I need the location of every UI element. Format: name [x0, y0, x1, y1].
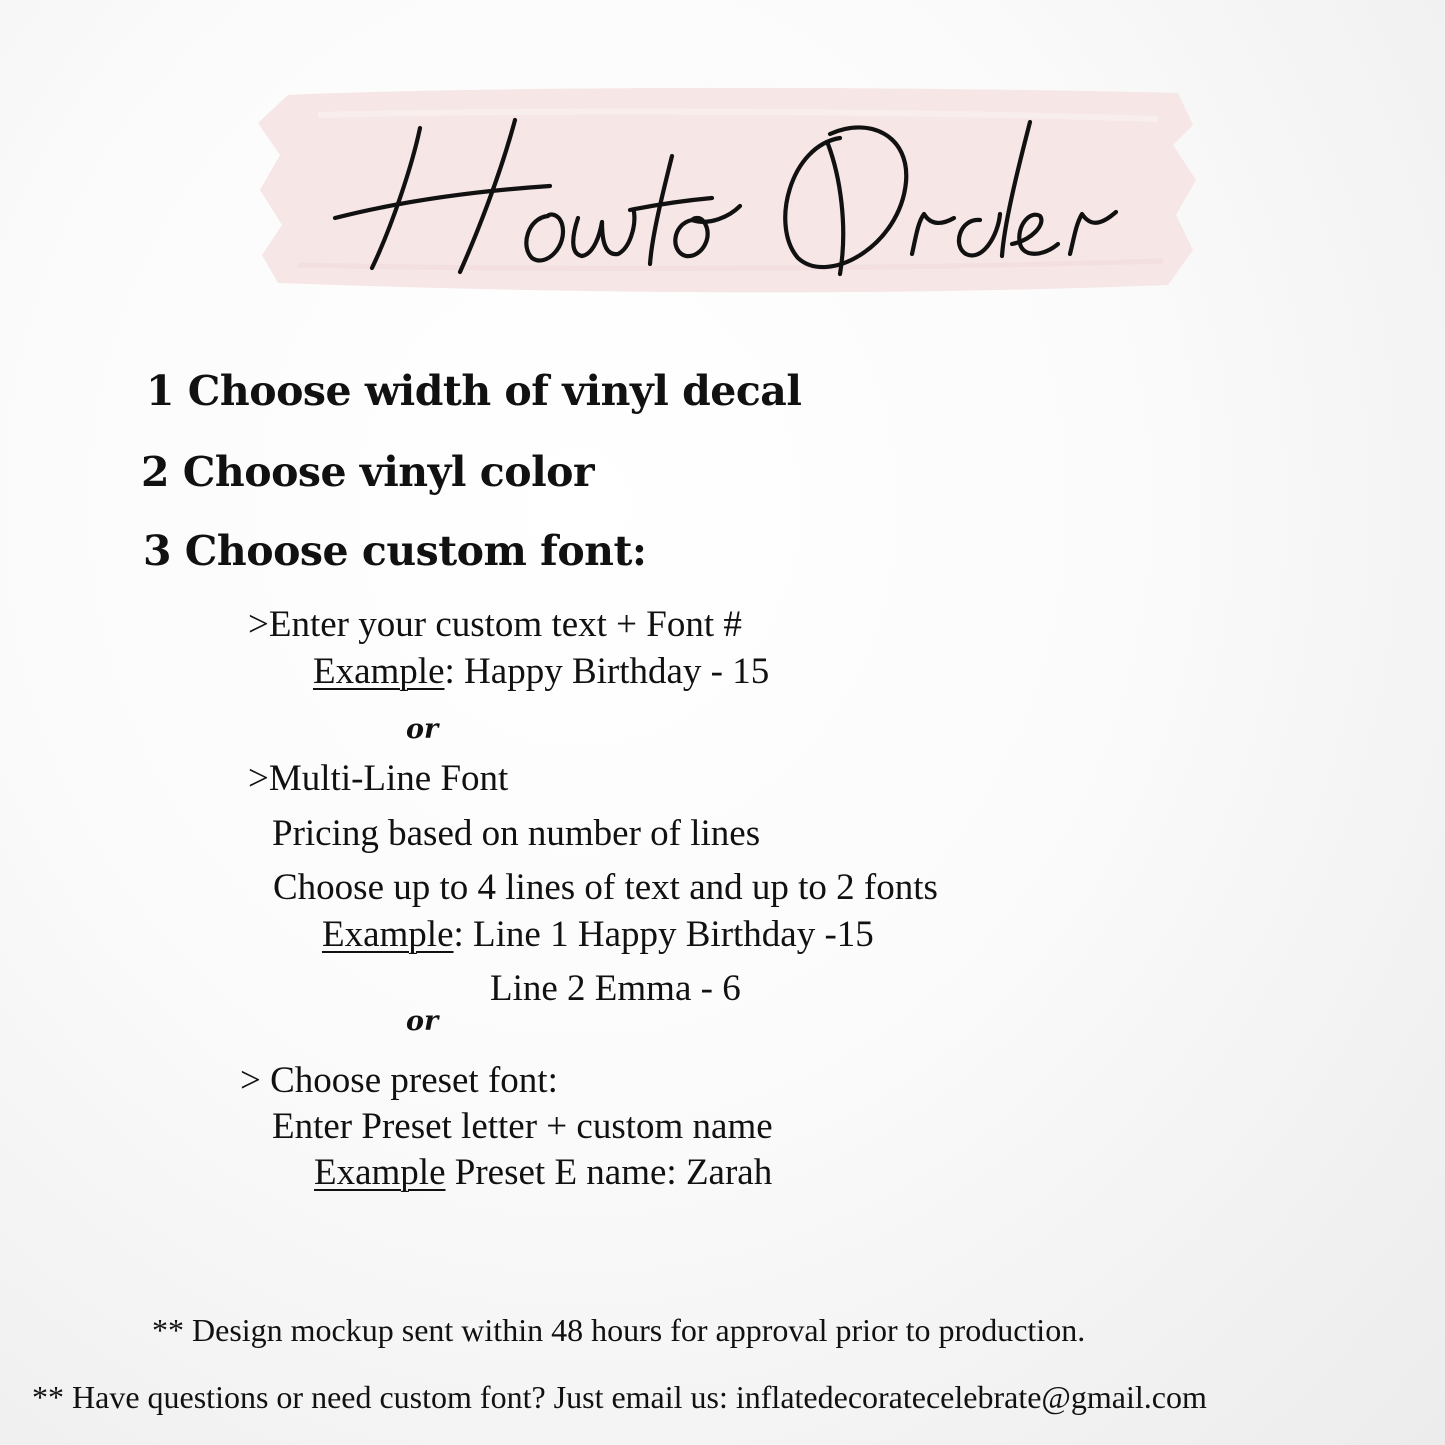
- example-text: : Happy Birthday - 15: [444, 651, 770, 692]
- or-divider: or: [406, 714, 439, 745]
- preset-example: [314, 1154, 772, 1191]
- multi-line-example-line2: Line 2 Emma - 6: [490, 968, 741, 1009]
- multi-line-pricing: Pricing based on number of lines: [272, 813, 761, 854]
- preset-instruction: Enter Preset letter + custom name: [272, 1106, 773, 1147]
- step-2: 2 Choose vinyl color: [141, 448, 595, 496]
- example-label: Example: [313, 651, 445, 692]
- multi-line-choose: Choose up to 4 lines of text and up to 2 fonts: [273, 867, 938, 908]
- custom-text-instruction: >Enter your custom text + Font #: [248, 604, 742, 645]
- custom-example: [313, 653, 769, 690]
- preset-title: > Choose preset font:: [240, 1060, 558, 1101]
- example-text: : Line 1 Happy Birthday -15: [453, 914, 874, 955]
- example-label: Example: [322, 914, 454, 955]
- example-label: Example: [314, 1152, 446, 1193]
- multi-line-title: >Multi-Line Font: [248, 758, 509, 799]
- step-1: 1 Choose width of vinyl decal: [146, 367, 802, 415]
- page-title: [300, 86, 1150, 306]
- footer-note-contact: ** Have questions or need custom font? Just email us: inflatedecoratecelebrate@gmail.com: [32, 1379, 1207, 1415]
- example-text: Preset E name: Zarah: [445, 1152, 773, 1193]
- multi-line-example: [322, 916, 874, 953]
- footer-note-mockup: ** Design mockup sent within 48 hours for approval prior to production.: [152, 1312, 1086, 1348]
- or-divider: or: [406, 1006, 439, 1037]
- step-3: 3 Choose custom font:: [143, 527, 647, 575]
